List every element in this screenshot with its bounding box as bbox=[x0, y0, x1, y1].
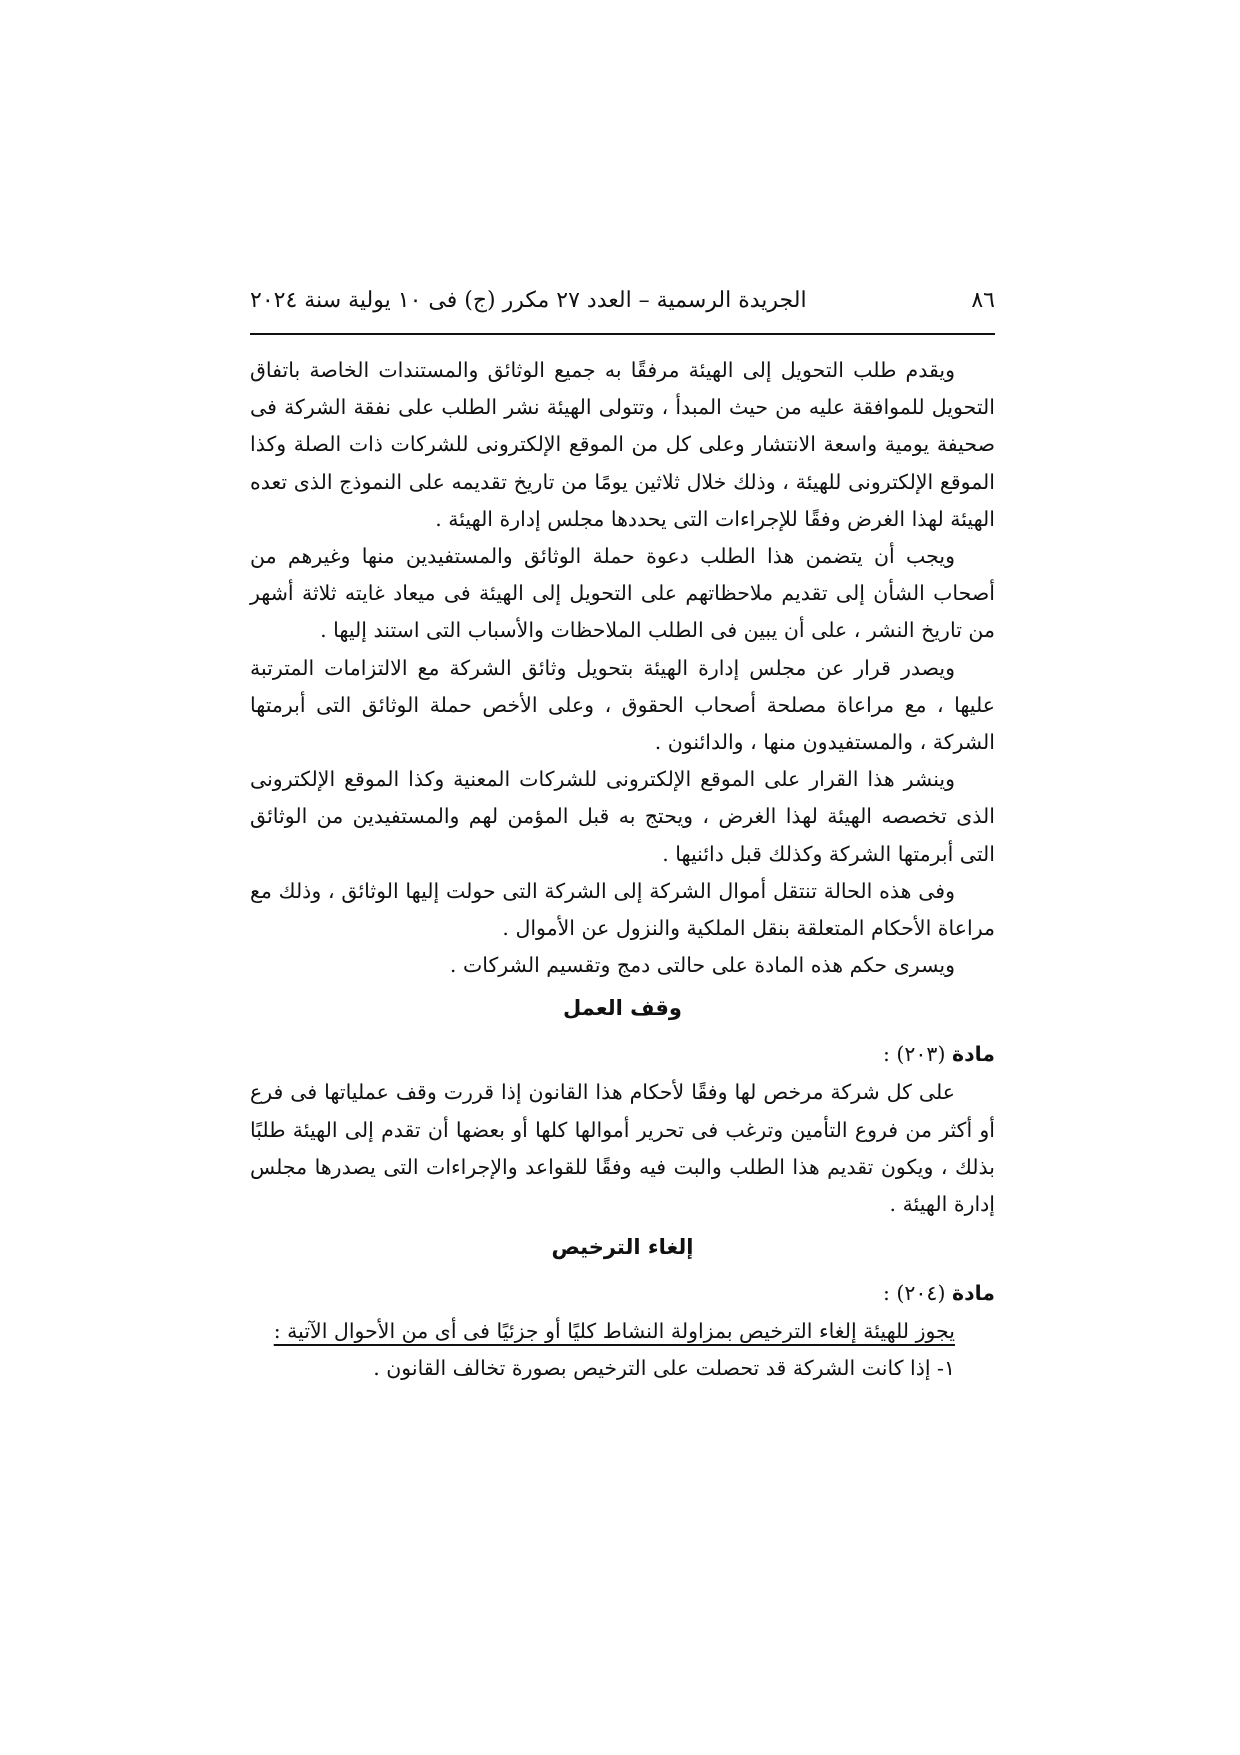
gazette-title: الجريدة الرسمية – العدد ٢٧ مكرر (ج) فى ١٠ يولية سنة ٢٠٢٤ bbox=[250, 288, 807, 313]
page-header bbox=[250, 286, 995, 324]
article-label: مادة bbox=[951, 1042, 995, 1067]
article-label: مادة bbox=[951, 1281, 995, 1306]
article-204-intro-text: يجوز للهيئة إلغاء الترخيص بمزاولة النشاط كليًا أو جزئيًا فى أى من الأحوال الآتية : bbox=[273, 1319, 955, 1344]
header-divider bbox=[250, 333, 995, 335]
paragraph-transfer-request: ويقدم طلب التحويل إلى الهيئة مرفقًا به جميع الوثائق والمستندات الخاصة باتفاق التحويل للموافقة عليه من حيث المبدأ ، وتتولى الهيئة نشر الطلب على نفقة الشركة فى صحيفة يومية واسعة الانتشار وعلى كل من الموقع الإلكترونى للشركات ذات الصلة وكذا الموقع الإلكترونى للهيئة ، وذلك خلال ثلاثين يومًا من تاريخ تقديمه على النموذج الذى تعده الهيئة لهذا الغرض وفقًا للإجراءات التى يحددها مجلس إدارة الهيئة . bbox=[250, 358, 995, 531]
paragraph-assets-transfer: وفى هذه الحالة تنتقل أموال الشركة إلى الشركة التى حولت إليها الوثائق ، وذلك مع مراعاة الأحكام المتعلقة بنقل الملكية والنزول عن الأموال . bbox=[250, 878, 995, 941]
article-number: (٢٠٣) : bbox=[882, 1042, 946, 1067]
section-heading-license-cancellation: إلغاء الترخيص bbox=[551, 1235, 694, 1260]
article-204-intro bbox=[250, 1313, 995, 1350]
document-body bbox=[250, 352, 995, 1388]
article-203-text: على كل شركة مرخص لها وفقًا لأحكام هذا القانون إذا قررت وقف عملياتها فى فرع أو أكثر من فروع التأمين وترغب فى تحرير أموالها كلها أو بعضها أن تقدم إلى الهيئة طلبًا بذلك ، ويكون تقديم هذا الطلب والبت فيه وفقًا للقواعد والإجراءات التى يصدرها مجلس إدارة الهيئة . bbox=[250, 1080, 995, 1217]
section-heading-stop-work: وقف العمل bbox=[563, 996, 682, 1021]
paragraph-decision-publication: وينشر هذا القرار على الموقع الإلكترونى للشركات المعنية وكذا الموقع الإلكترونى الذى تخصصه الهيئة لهذا الغرض ، ويحتج به قبل المؤمن لهم والمستفيدين من الوثائق التى أبرمتها الشركة وكذلك قبل دائنيها . bbox=[250, 767, 995, 866]
article-204-label bbox=[250, 1273, 995, 1313]
paragraph-stakeholders-invitation: ويجب أن يتضمن هذا الطلب دعوة حملة الوثائق والمستفيدين منها وغيرهم من أصحاب الشأن إلى تقديم ملاحظاتهم على التحويل إلى الهيئة فى ميعاد غايته ثلاثة أشهر من تاريخ النشر ، على أن يبين فى الطلب الملاحظات والأسباب التى استند إليها . bbox=[250, 544, 995, 643]
article-number: (٢٠٤) : bbox=[882, 1281, 946, 1306]
article-203-label bbox=[250, 1034, 995, 1074]
paragraph-merger-applicability: ويسرى حكم هذه المادة على حالتى دمج وتقسيم الشركات . bbox=[449, 953, 955, 978]
paragraph-board-decision: ويصدر قرار عن مجلس إدارة الهيئة بتحويل وثائق الشركة مع الالتزامات المترتبة عليها ، مع مراعاة مصلحة أصحاب الحقوق ، وعلى الأخص حملة الوثائق التى أبرمتها الشركة ، والمستفيدون منها ، والدائنون . bbox=[250, 655, 995, 755]
page-number: ٨٦ bbox=[971, 288, 995, 313]
article-204-item-1: ١- إذا كانت الشركة قد تحصلت على الترخيص بصورة تخالف القانون . bbox=[373, 1356, 955, 1381]
